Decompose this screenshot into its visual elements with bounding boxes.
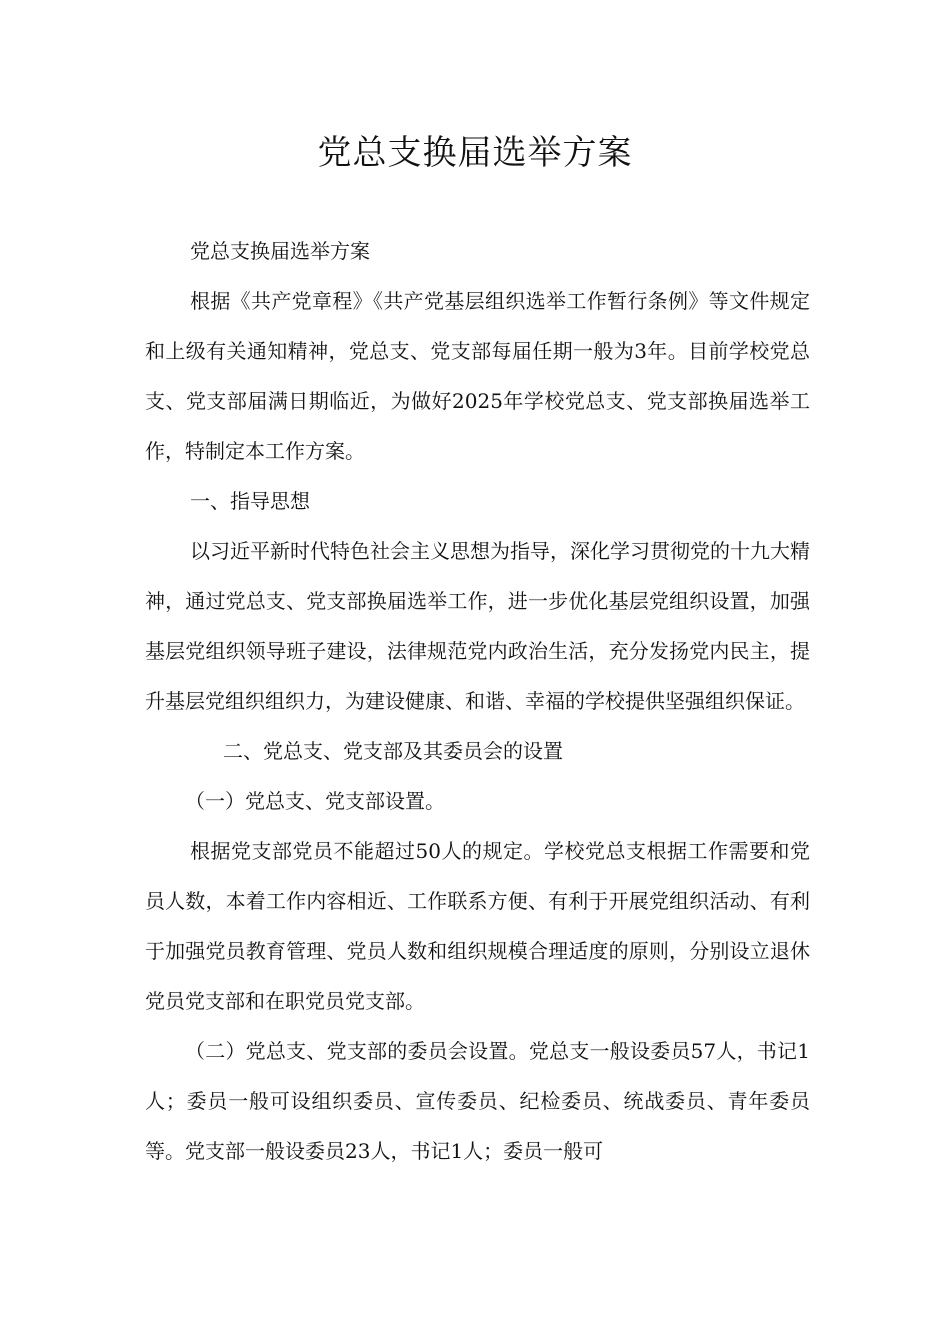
heading-organization-setup: 二、党总支、党支部及其委员会的设置 xyxy=(223,739,563,763)
paragraph-intro: 根据《共产党章程》《共产党基层组织选举工作暂行条例》等文件规定和上级有关通知精神，党总支、党支部每届任期一般为3年。目前学校党总支、党支部届满日期临近，为做好2025年学校党总支、党支部换届选举工作，特制定本工作方案。 xyxy=(145,289,810,463)
paragraph-guiding-thought: 以习近平新时代特色社会主义思想为指导，深化学习贯彻党的十九大精神，通过党总支、党支部换届选举工作，进一步优化基层党组织设置，加强基层党组织领导班子建设，法律规范党内政治生活，充分发扬党内民主，提升基层党组织组织力，为建设健康、和谐、幸福的学校提供坚强组织保证。 xyxy=(145,539,810,713)
document-title: 党总支换届选举方案 xyxy=(317,133,633,173)
paragraph-branch-setup: 根据党支部党员不能超过50人的规定。学校党总支根据工作需要和党员人数，本着工作内容相近、工作联系方便、有利于开展党组织活动、有利于加强党员教育管理、党员人数和组织规模合理适度的原则，分别设立退休党员党支部和在职党员党支部。 xyxy=(145,839,810,1013)
subheading-branch-setup: （一）党总支、党支部设置。 xyxy=(185,789,445,813)
heading-guiding-thought: 一、指导思想 xyxy=(190,489,310,513)
paragraph-committee-setup: （二）党总支、党支部的委员会设置。党总支一般设委员57人，书记1人；委员一般可设组织委员、宣传委员、纪检委员、统战委员、青年委员等。党支部一般设委员23人，书记1人；委员一般可 xyxy=(145,1039,810,1163)
document-body xyxy=(145,226,810,1176)
paragraph-subtitle: 党总支换届选举方案 xyxy=(190,239,370,263)
